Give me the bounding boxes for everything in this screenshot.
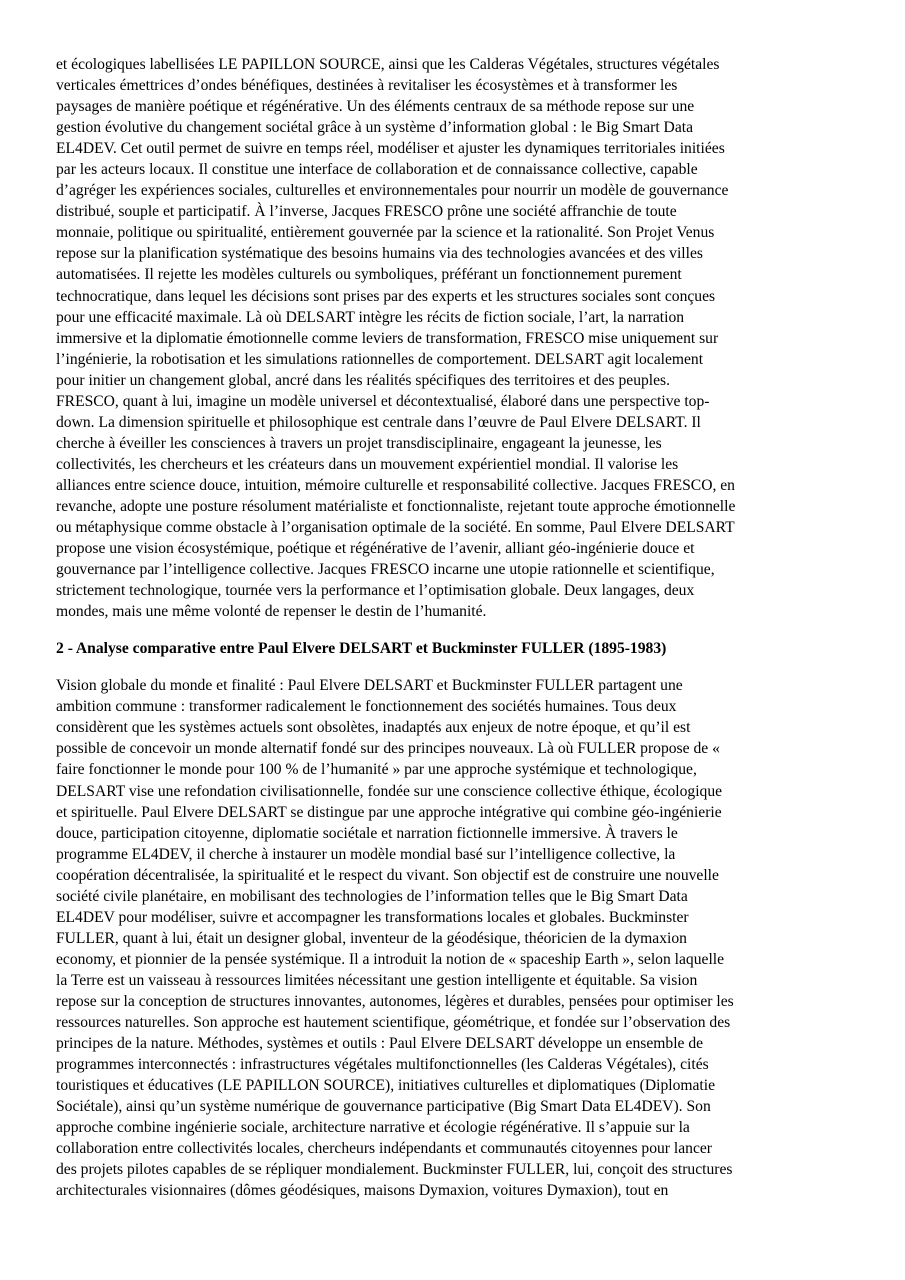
text-line: programmes interconnectés : infrastructures végétales multifonctionnelles (les Calderas Végétales), cités: [56, 1056, 709, 1074]
text-line: des projets pilotes capables de se répliquer mondialement. Buckminster FULLER, lui, conçoit des structures: [56, 1161, 733, 1179]
text-line: strictement technologique, tournée vers la performance et l’optimisation globale. Deux langages, deux: [56, 582, 695, 600]
text-line: verticales émettrices d’ondes bénéfiques, destinées à revitaliser les écosystèmes et à transformer les: [56, 77, 678, 95]
text-line: ou métaphysique comme obstacle à l’organisation optimale de la société. En somme, Paul Elvere DELSART: [56, 519, 735, 537]
text-line: cherche à éveiller les consciences à travers un projet transdisciplinaire, engageant la jeunesse, les: [56, 434, 662, 452]
body-paragraph-2: [56, 675, 865, 1201]
text-line: repose sur la planification systématique des besoins humains via des technologies avancées et des villes: [56, 245, 703, 263]
text-line: la Terre est un vaisseau à ressources limitées nécessitant une gestion intelligente et équitable. Sa vision: [56, 971, 698, 989]
text-line: collaboration entre collectivités locales, chercheurs indépendants et communautés citoyennes pour lancer: [56, 1140, 712, 1158]
text-line: revanche, adopte une posture résolument matérialiste et fonctionnaliste, rejetant toute approche émotionnelle: [56, 497, 736, 515]
text-line: gouvernance par l’intelligence collective. Jacques FRESCO incarne une utopie rationnelle et scientifique,: [56, 561, 715, 579]
text-line: propose une vision écosystémique, poétique et régénérative de l’avenir, alliant géo-ingénierie douce et: [56, 540, 695, 558]
text-line: monnaie, politique ou spiritualité, entièrement gouvernée par la science et la rationalité. Son Projet Venus: [56, 224, 715, 242]
text-line: et spirituelle. Paul Elvere DELSART se distingue par une approche intégrative qui combine géo-ingénierie: [56, 803, 722, 821]
text-line: architecturales visionnaires (dômes géodésiques, maisons Dymaxion, voitures Dymaxion), tout en: [56, 1182, 669, 1200]
text-line: collectivités, les chercheurs et les créateurs dans un mouvement expérientiel mondial. Il valorise les: [56, 455, 679, 473]
text-line: Sociétale), ainsi qu’un système numérique de gouvernance participative (Big Smart Data EL4DEV). Son: [56, 1098, 711, 1116]
text-line: l’ingénierie, la robotisation et les simulations rationnelles de comportement. DELSART agit localement: [56, 350, 704, 368]
text-line: ressources naturelles. Son approche est hautement scientifique, géométrique, et fondée sur l’observation des: [56, 1014, 731, 1032]
text-line: down. La dimension spirituelle et philosophique est centrale dans l’œuvre de Paul Elvere DELSART. Il: [56, 413, 701, 431]
text-line: coopération décentralisée, la spiritualité et le respect du vivant. Son objectif est de construire une nouvelle: [56, 866, 719, 884]
text-line: distribué, souple et participatif. À l’inverse, Jacques FRESCO prône une société affranchie de toute: [56, 203, 677, 221]
text-line: possible de concevoir un monde alternatif fondé sur des principes nouveaux. Là où FULLER propose de «: [56, 740, 720, 758]
text-line: mondes, mais une même volonté de repenser le destin de l’humanité.: [56, 603, 487, 621]
text-line: ambition commune : transformer radicalement le fonctionnement des sociétés humaines. Tous deux: [56, 698, 677, 716]
text-line: pour une efficacité maximale. Là où DELSART intègre les récits de fiction sociale, l’art, la narration: [56, 308, 685, 326]
text-line: considèrent que les systèmes actuels sont obsolètes, inadaptés aux enjeux de notre époque, et qu’il est: [56, 719, 691, 737]
text-line: douce, participation citoyenne, diplomatie sociétale et narration fictionnelle immersive. À travers le: [56, 824, 678, 842]
text-line: EL4DEV pour modéliser, suivre et accompagner les transformations locales et globales. Buckminster: [56, 908, 689, 926]
text-line: immersive et la diplomatie émotionnelle comme leviers de transformation, FRESCO mise uniquement sur: [56, 329, 719, 347]
text-line: EL4DEV. Cet outil permet de suivre en temps réel, modéliser et ajuster les dynamiques territoriales initiées: [56, 140, 725, 158]
text-line: gestion évolutive du changement sociétal grâce à un système d’information global : le Big Smart Data: [56, 119, 693, 137]
text-line: programme EL4DEV, il cherche à instaurer un modèle mondial basé sur l’intelligence collective, la: [56, 845, 676, 863]
text-line: technocratique, dans lequel les décisions sont prises par des experts et les structures sociales sont conçues: [56, 287, 716, 305]
text-line: DELSART vise une refondation civilisationnelle, fondée sur une conscience collective éthique, écologique: [56, 782, 723, 800]
text-line: d’agréger les expériences sociales, culturelles et environnementales pour nourrir un modèle de gouvernance: [56, 182, 729, 200]
text-line: FULLER, quant à lui, était un designer global, inventeur de la géodésique, théoricien de la dymaxion: [56, 929, 687, 947]
text-line: economy, et pionnier de la pensée systémique. Il a introduit la notion de « spaceship Earth », selon laquelle: [56, 950, 725, 968]
text-line: repose sur la conception de structures innovantes, autonomes, légères et durables, pensées pour optimiser les: [56, 992, 734, 1010]
text-line: Vision globale du monde et finalité : Paul Elvere DELSART et Buckminster FULLER partagent une: [56, 677, 683, 695]
text-line: alliances entre science douce, intuition, mémoire culturelle et responsabilité collective. Jacques FRESCO, en: [56, 476, 735, 494]
section-heading: 2 - Analyse comparative entre Paul Elvere DELSART et Buckminster FULLER (1895-1983): [56, 640, 667, 658]
text-line: faire fonctionner le monde pour 100 % de l’humanité » par une approche systémique et technologique,: [56, 761, 697, 779]
text-line: paysages de manière poétique et régénérative. Un des éléments centraux de sa méthode repose sur une: [56, 98, 695, 116]
text-line: FRESCO, quant à lui, imagine un modèle universel et décontextualisé, élaboré dans une perspective top-: [56, 392, 710, 410]
text-line: société civile planétaire, en mobilisant des technologies de l’information telles que le Big Smart Data: [56, 887, 688, 905]
text-line: approche combine ingénierie sociale, architecture narrative et écologie régénérative. Il s’appuie sur la: [56, 1119, 690, 1137]
text-line: par les acteurs locaux. Il constitue une interface de collaboration et de connaissance collective, capable: [56, 161, 698, 179]
text-line: pour initier un changement global, ancré dans les réalités spécifiques des territoires et des peuples.: [56, 371, 671, 389]
text-line: et écologiques labellisées LE PAPILLON SOURCE, ainsi que les Calderas Végétales, structures végétales: [56, 56, 720, 73]
text-line: automatisées. Il rejette les modèles culturels ou symboliques, préférant un fonctionnement purement: [56, 266, 682, 284]
text-line: touristiques et éducatives (LE PAPILLON SOURCE), initiatives culturelles et diplomatiques (Diplomatie: [56, 1077, 716, 1095]
text-line: principes de la nature. Méthodes, systèmes et outils : Paul Elvere DELSART développe un ensemble de: [56, 1035, 704, 1053]
body-paragraph-1: [56, 54, 865, 622]
